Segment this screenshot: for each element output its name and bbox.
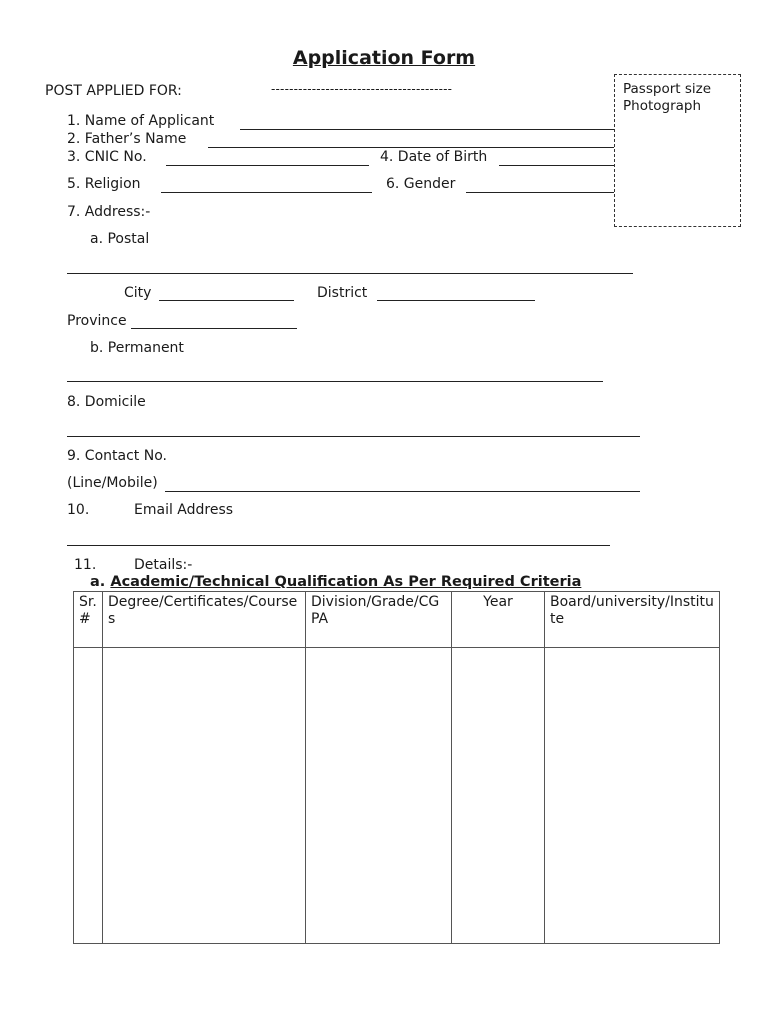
contact-field[interactable] — [165, 491, 640, 492]
district-label: District — [317, 285, 368, 301]
postal-label: a. Postal — [90, 231, 150, 247]
cell-degree[interactable] — [103, 648, 306, 944]
cell-board[interactable] — [545, 648, 720, 944]
post-applied-field[interactable]: ---------------------------------------- — [271, 82, 453, 96]
cell-sr[interactable] — [74, 648, 103, 944]
email-label: Email Address — [134, 502, 234, 518]
email-field[interactable] — [67, 545, 610, 546]
permanent-address-field[interactable] — [67, 381, 603, 382]
dob-label: 4. Date of Birth — [380, 149, 488, 165]
domicile-field[interactable] — [67, 436, 640, 437]
cell-division[interactable] — [306, 648, 452, 944]
table-row — [74, 648, 720, 944]
gender-field[interactable] — [466, 192, 614, 193]
page-title: Application Form — [292, 47, 476, 69]
details-number: 11. — [74, 557, 97, 573]
religion-field[interactable] — [161, 192, 372, 193]
father-name-label: 2. Father’s Name — [67, 131, 187, 147]
email-number: 10. — [67, 502, 90, 518]
column-header-year: Year — [452, 592, 545, 648]
passport-photo-box[interactable]: Passport size Photograph — [614, 74, 741, 227]
postal-address-field[interactable] — [67, 273, 633, 274]
post-applied-label: POST APPLIED FOR: — [45, 83, 182, 99]
column-header-sr: Sr. # — [74, 592, 103, 648]
contact-line-label: (Line/Mobile) — [67, 475, 158, 491]
name-field[interactable] — [240, 129, 614, 130]
cell-year[interactable] — [452, 648, 545, 944]
column-header-division: Division/Grade/CGPA — [306, 592, 452, 648]
column-header-degree: Degree/Certificates/Courses — [103, 592, 306, 648]
column-header-board: Board/university/Institute — [545, 592, 720, 648]
qualification-prefix: a. — [90, 574, 106, 590]
religion-label: 5. Religion — [67, 176, 141, 192]
table-header-row — [74, 592, 720, 648]
address-label: 7. Address:- — [67, 204, 151, 220]
domicile-label: 8. Domicile — [67, 394, 146, 410]
father-name-field[interactable] — [208, 147, 614, 148]
contact-label: 9. Contact No. — [67, 448, 167, 464]
cnic-label: 3. CNIC No. — [67, 149, 147, 165]
dob-field[interactable] — [499, 165, 614, 166]
permanent-label: b. Permanent — [90, 340, 184, 356]
name-label: 1. Name of Applicant — [67, 113, 215, 129]
cnic-field[interactable] — [166, 165, 369, 166]
city-field[interactable] — [159, 300, 294, 301]
province-field[interactable] — [131, 328, 297, 329]
gender-label: 6. Gender — [386, 176, 456, 192]
details-label: Details:- — [134, 557, 193, 573]
qualification-heading-text: Academic/Technical Qualification As Per Required Criteria — [110, 574, 582, 590]
qualification-table — [73, 591, 720, 944]
district-field[interactable] — [377, 300, 535, 301]
qualification-heading — [90, 574, 581, 590]
province-label: Province — [67, 313, 127, 329]
city-label: City — [124, 285, 152, 301]
